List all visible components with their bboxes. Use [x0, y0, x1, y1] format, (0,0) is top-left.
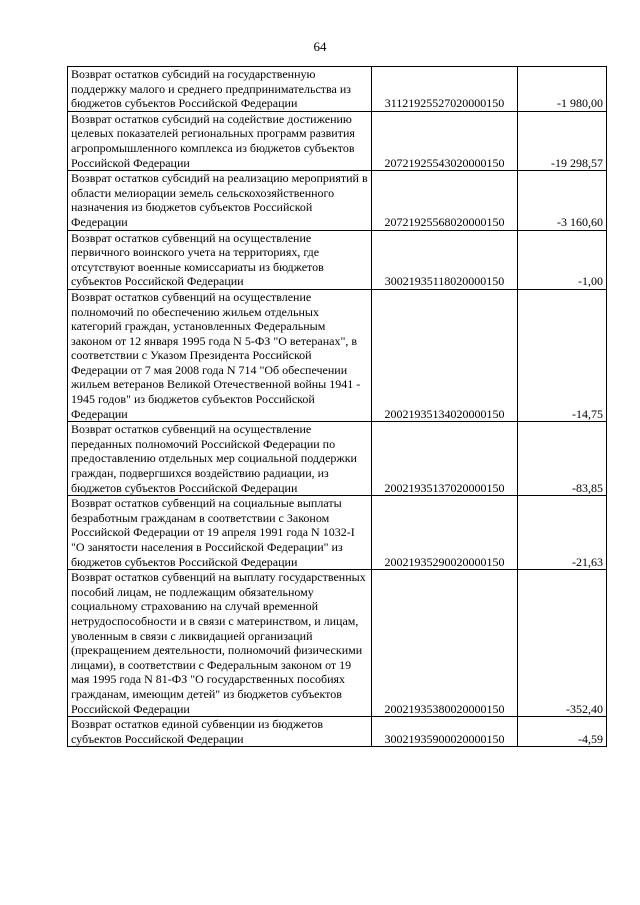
row-name: Возврат остатков субвенций на социальные выплаты безработным гражданам в соответствии с Законом Российской Федерации от 19 апреля 1991 года N 1032-I "О занятости населения в Российской Федерации" из бюджетов субъектов Российской Федерации [68, 496, 372, 570]
row-code: 20021935380020000150 [372, 570, 518, 717]
row-code: 20721925543020000150 [372, 111, 518, 170]
budget-return-table [67, 66, 607, 747]
row-name: Возврат остатков субвенций на выплату государственных пособий лицам, не подлежащим обязательному социальному страхованию на случай временной нетрудоспособности и в связи с материнством, и лицам, уволенным в связи с ликвидацией организаций (прекращением деятельности, полномочий физическими лицами), в соответствии с Федеральным законом от 19 мая 1995 года N 81-ФЗ "О государственных пособиях гражданам, имеющим детей" из бюджетов субъектов Российской Федерации [68, 570, 372, 717]
row-name: Возврат остатков субвенций на осуществление переданных полномочий Российской Федерации по предоставлению отдельных мер социальной поддержки граждан, подвергшихся воздействию радиации, из бюджетов субъектов Российской Федерации [68, 422, 372, 496]
row-amount: -3 160,60 [518, 171, 607, 230]
table-row [68, 717, 607, 747]
table-row [68, 171, 607, 230]
table-row [68, 570, 607, 717]
table-row [68, 111, 607, 170]
row-amount: -14,75 [518, 289, 607, 421]
row-code: 20021935134020000150 [372, 289, 518, 421]
row-amount: -19 298,57 [518, 111, 607, 170]
row-name: Возврат остатков субсидий на содействие достижению целевых показателей региональных программ развития агропромышленного комплекса из бюджетов субъектов Российской Федерации [68, 111, 372, 170]
row-code: 20021935137020000150 [372, 422, 518, 496]
row-code: 20721925568020000150 [372, 171, 518, 230]
row-name: Возврат остатков субсидий на реализацию мероприятий в области мелиорации земель сельскохозяйственного назначения из бюджетов субъектов Российской Федерации [68, 171, 372, 230]
row-amount: -1,00 [518, 230, 607, 289]
table-row [68, 289, 607, 421]
row-code: 31121925527020000150 [372, 67, 518, 112]
table-row [68, 496, 607, 570]
table-row [68, 67, 607, 112]
table-row [68, 230, 607, 289]
row-amount: -1 980,00 [518, 67, 607, 112]
table-row [68, 422, 607, 496]
row-name: Возврат остатков субвенций на осуществление полномочий по обеспечению жильем отдельных категорий граждан, установленных Федеральным законом от 12 января 1995 года N 5-ФЗ "О ветеранах", в соответствии с Указом Президента Российской Федерации от 7 мая 2008 года N 714 "Об обеспечении жильем ветеранов Великой Отечественной войны 1941 - 1945 годов" из бюджетов субъектов Российской Федерации [68, 289, 372, 421]
row-amount: -83,85 [518, 422, 607, 496]
row-code: 30021935118020000150 [372, 230, 518, 289]
row-amount: -21,63 [518, 496, 607, 570]
row-name: Возврат остатков субсидий на государственную поддержку малого и среднего предпринимательства из бюджетов субъектов Российской Федерации [68, 67, 372, 112]
row-code: 20021935290020000150 [372, 496, 518, 570]
row-name: Возврат остатков субвенций на осуществление первичного воинского учета на территориях, где отсутствуют военные комиссариаты из бюджетов субъектов Российской Федерации [68, 230, 372, 289]
row-name: Возврат остатков единой субвенции из бюджетов субъектов Российской Федерации [68, 717, 372, 747]
page-number: 64 [313, 39, 327, 54]
row-amount: -4,59 [518, 717, 607, 747]
row-code: 30021935900020000150 [372, 717, 518, 747]
row-amount: -352,40 [518, 570, 607, 717]
